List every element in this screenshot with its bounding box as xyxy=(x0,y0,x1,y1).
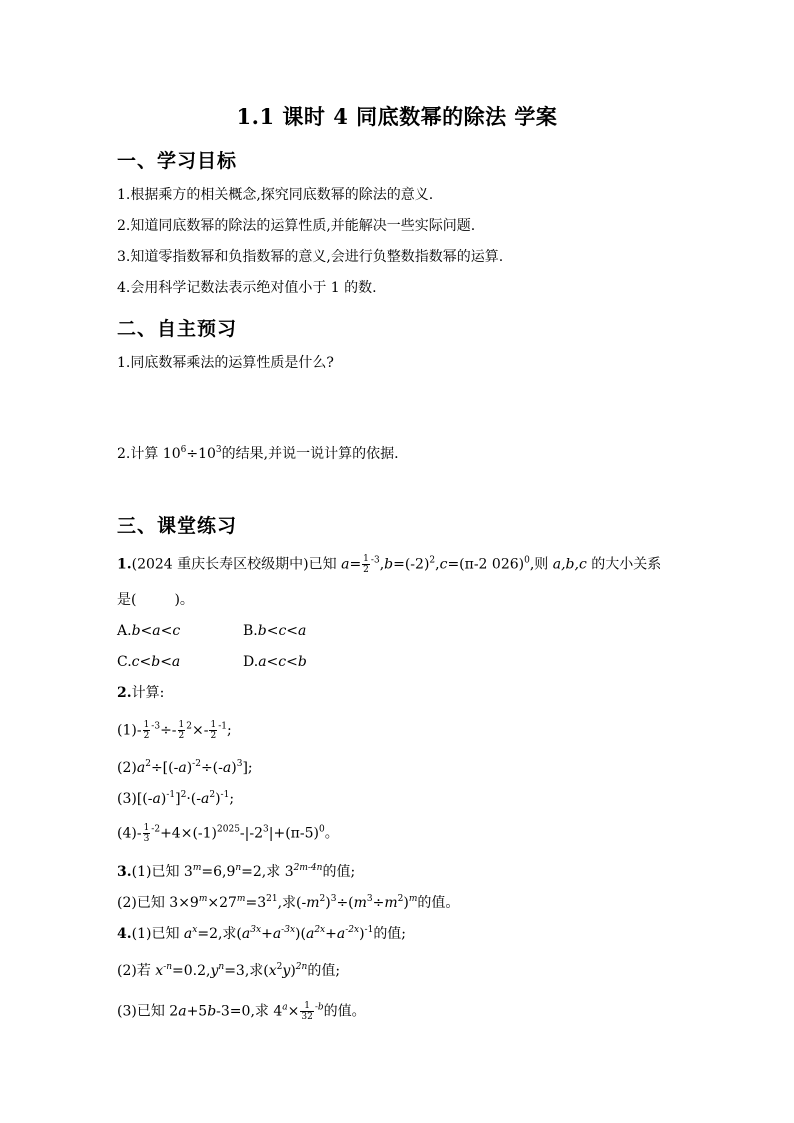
practice-question-4-part-3: (3)已知 2a+5b-3=0,求 $4^a\times$ $\frac{1}{32}$ $^{-b}$的值。 xyxy=(117,1001,366,1022)
fraction: $\frac{1}{2}$ xyxy=(143,720,150,741)
objective-item: 3.知道零指数幂和负指数幂的意义,会进行负整数指数幂的运算. xyxy=(117,249,504,265)
objective-item: 1.根据乘方的相关概念,探究同底数幂的除法的意义. xyxy=(117,187,434,203)
section-heading-objectives: 一、学习目标 xyxy=(117,150,238,172)
fraction: $\frac{1}{32}$ xyxy=(301,1001,313,1022)
calc-part-4: (4)- $\frac{1}{3}$ $^{-2}+4\times(-1)^{2025}-|-2^3|+(\pi-5)^0$。 xyxy=(117,823,339,844)
practice-question-1: 1.(2024 重庆长寿区校级期中)已知 a= $\frac{1}{2}$ $^{-3},b=(-2)^2,c=(\pi-2$ 026)$^0$,则 a,b,c 的大小关系 xyxy=(117,554,662,575)
practice-question-4-part-2: (2)若 $x^{-n}=0.2,y^n=3$,求$(x^2y)^{2n}$的值; xyxy=(117,962,341,979)
page-title: 1.1 课时 4 同底数幂的除法 学案 xyxy=(236,104,558,129)
fraction: $\frac{1}{3}$ xyxy=(143,823,150,844)
choice-b: B.b<c<a xyxy=(243,623,307,639)
preview-question-1: 1.同底数幂乘法的运算性质是什么? xyxy=(117,355,334,371)
choice-a: A.b<a<c xyxy=(117,623,181,639)
section-heading-practice: 三、课堂练习 xyxy=(117,515,238,537)
calc-part-1: (1)- $\frac{1}{2}$ $^{-3}$÷- $\frac{1}{2}$ $^2$×- $\frac{1}{2}$ $^{-1}$; xyxy=(117,720,232,741)
choice-row xyxy=(117,621,369,641)
fraction: $\frac{1}{2}$ xyxy=(178,720,185,741)
practice-question-1-cont: 是( )。 xyxy=(117,592,194,608)
preview-question-2: 2.计算 $10^6\div 10^3$的结果,并说一说计算的依据. xyxy=(117,445,399,462)
calc-part-2: $(2)a^2\div[(-a)^{-2}\div(-a)^3]$; xyxy=(117,759,253,776)
objective-item: 2.知道同底数幂的除法的运算性质,并能解决一些实际问题. xyxy=(117,218,476,234)
practice-question-3: 3.(1)已知 $3^m=6,9^n=2$,求 $3^{2m-4n}$的值; xyxy=(117,863,356,880)
choice-c: C.c<b<a xyxy=(117,654,181,670)
choice-d: D.a<c<b xyxy=(243,654,307,670)
calc-part-3: $(3)[(-a)^{-1}]^2\cdot(-a^2)^{-1}$; xyxy=(117,790,235,807)
objective-item: 4.会用科学记数法表示绝对值小于 1 的数. xyxy=(117,280,377,296)
fraction: $\frac{1}{2}$ xyxy=(363,554,369,575)
section-heading-preview: 二、自主预习 xyxy=(117,318,238,340)
choice-row xyxy=(117,652,369,672)
practice-question-3-part-2: (2)已知 $3\times 9^m\times 27^m=3^{21}$,求$(-m^2)^3\div(m^3\div m^2)^m$的值。 xyxy=(117,894,460,911)
practice-question-2: 2.计算: xyxy=(117,685,165,701)
fraction: $\frac{1}{2}$ xyxy=(210,720,217,741)
practice-question-4: 4.(1)已知 $a^x=2$,求$(a^{3x}+a^{-3x})(a^{2x}+a^{-2x})^{-1}$的值; xyxy=(117,925,407,942)
